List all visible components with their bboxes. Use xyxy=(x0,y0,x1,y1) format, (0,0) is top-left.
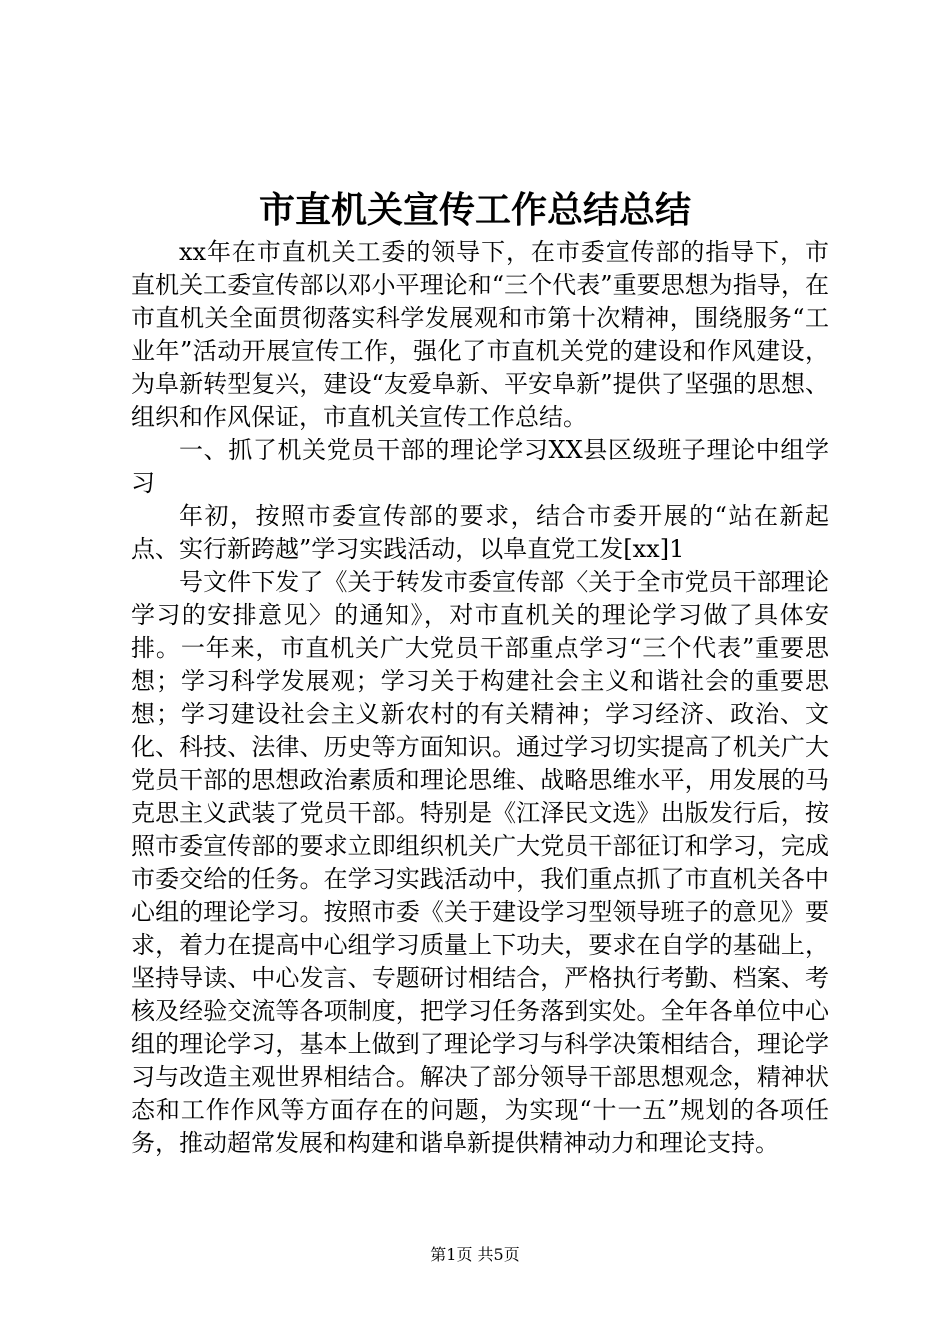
paragraph-intro: xx年在市直机关工委的领导下，在市委宣传部的指导下，市直机关工委宣传部以邓小平理论和“三个代表”重要思想为指导，在市直机关全面贯彻落实科学发展观和市第十次精神，围绕服务“工业年”活动开展宣传工作，强化了市直机关党的建设和作风建设，为阜新转型复兴，建设“友爱阜新、平安阜新”提供了坚强的思想、组织和作风保证，市直机关宣传工作总结。 xyxy=(131,238,829,431)
document-body xyxy=(131,236,829,1160)
page-footer: 第1页 共5页 xyxy=(430,1245,520,1264)
paragraph-study-arrangement: 号文件下发了《关于转发市委宣传部〈关于全市党员干部理论学习的安排意见〉的通知》，对市直机关的理论学习做了具体安排。一年来，市直机关广大党员干部重点学习“三个代表”重要思想；学习科学发展观；学习关于构建社会主义和谐社会的重要思想；学习建设社会主义新农村的有关精神；学习经济、政治、文化、科技、法律、历史等方面知识。通过学习切实提高了机关广大党员干部的思想政治素质和理论思维、战略思维水平，用发展的马克思主义武装了党员干部。特别是《江泽民文选》出版发行后，按照市委宣传部的要求立即组织机关广大党员干部征订和学习，完成市委交给的任务。在学习实践活动中，我们重点抓了市直机关各中心组的理论学习。按照市委《关于建设学习型领导班子的意见》要求，着力在提高中心组学习质量上下功夫，要求在自学的基础上，坚持导读、中心发言、专题研讨相结合，严格执行考勤、档案、考核及经验交流等各项制度，把学习任务落到实处。全年各单位中心组的理论学习，基本上做到了理论学习与科学决策相结合，理论学习与改造主观世界相结合。解决了部分领导干部思想观念，精神状态和工作作风等方面存在的问题，为实现“十一五”规划的各项任务，推动超常发展和构建和谐阜新提供精神动力和理论支持。 xyxy=(131,568,829,1157)
paragraph-beginning-of-year: 年初，按照市委宣传部的要求，结合市委开展的“站在新起点、实行新跨越”学习实践活动，以阜直党工发[xx]1 xyxy=(131,502,829,563)
document-title: 市直机关宣传工作总结总结 xyxy=(258,189,691,231)
paragraph-section-heading: 一、抓了机关党员干部的理论学习XX县区级班子理论中组学习 xyxy=(131,436,829,497)
